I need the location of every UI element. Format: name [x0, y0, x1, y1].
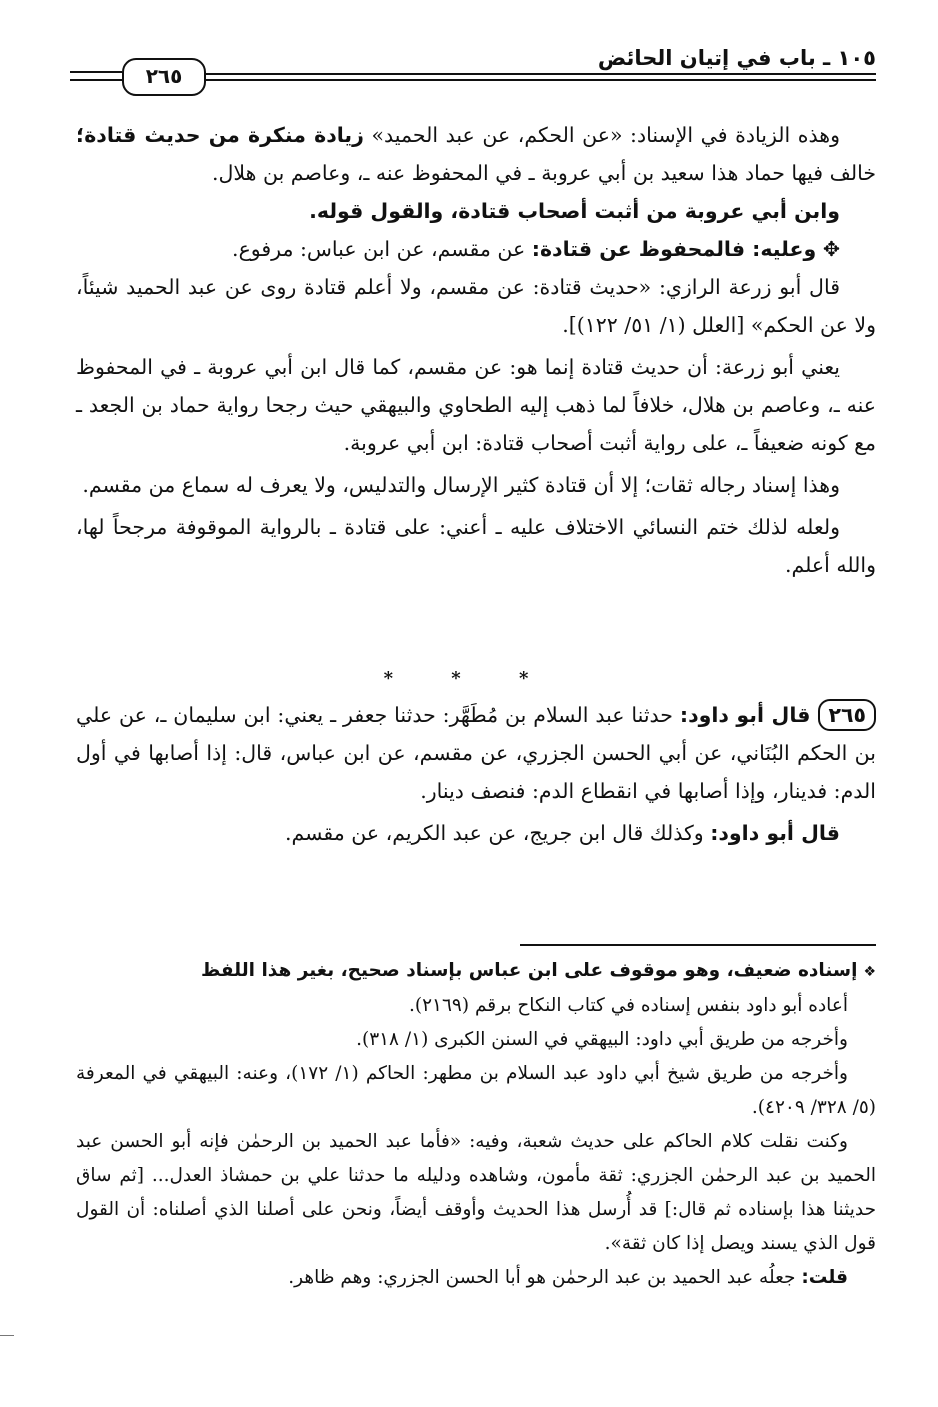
- paragraph: ولعله لذلك ختم النسائي الاختلاف عليه ـ أعني: على قتادة ـ بالرواية الموقوفة مرجحاً لها، والله أعلم.: [76, 515, 876, 577]
- main-text-upper: [76, 116, 876, 584]
- page-number: ٢٦٥: [122, 58, 206, 96]
- scan-edge-mark: [0, 1335, 14, 1336]
- paragraph: وهذا إسناد رجاله ثقات؛ إلا أن قتادة كثير الإرسال والتدليس، ولا يعرف له سماع من مقسم.: [82, 473, 840, 497]
- bold-text: قلت:: [801, 1267, 848, 1288]
- footnote-separator: [520, 944, 876, 946]
- ornament-icon: ✥: [822, 237, 840, 261]
- text-run: إسناده ضعيف، وهو موقوف على ابن عباس بإسناد صحيح، بغير هذا اللفظ: [201, 960, 858, 981]
- running-title: ١٠٥ ـ باب في إتيان الحائض: [597, 46, 876, 70]
- bold-text: قال أبو داود:: [679, 703, 811, 727]
- text-run: وهذه الزيادة في الإسناد: «عن الحكم، عن عبد الحميد»: [363, 123, 840, 147]
- header-ornament-line: [70, 71, 122, 73]
- page-header: [70, 40, 876, 100]
- paragraph: يعني أبو زرعة: أن حديث قتادة إنما هو: عن مقسم، كما قال ابن أبي عروبة ـ في المحفوظ عنه ـ، وعاصم بن هلال، خلافاً لما ذهب إليه الطحاوي والبيهقي حيث رجحا رواية حماد بن الجعد ـ مع كونه ضعيفاً ـ، على رواية أثبت أصحاب قتادة: ابن أبي عروبة.: [76, 355, 876, 455]
- text-run: عن مقسم، عن ابن عباس: مرفوع.: [232, 237, 532, 261]
- footnote-paragraph: وكنت نقلت كلام الحاكم على حديث شعبة، وفيه: «فأما عبد الحميد بن الرحمٰن فإنه أبو الحسن عبد الحميد بن عبد الرحمٰن الجزري: ثقة مأمون، وشاهده ودليله ما حدثنا علي بن حمشاذ العدل... [ثم ساق حديثنا هذا بإسناده ثم قال:] قد أُرسل هذا الحديث وأوقف أيضاً، ونحن على أصلنا الذي أصلناه: أن القول قول الذي يسند ويصل إذا كان ثقة».: [76, 1131, 876, 1254]
- hadith-paragraph: [76, 696, 876, 810]
- header-ornament-line: [70, 79, 122, 81]
- header-rule: [202, 73, 876, 75]
- footnote-paragraph: [76, 1261, 876, 1295]
- footnote-paragraph: وأخرجه من طريق شيخ أبي داود عبد السلام بن مطهر: الحاكم (١/ ١٧٢)، وعنه: البيهقي في المعرفة (٥/ ٣٢٨/ ٤٢٠٩).: [76, 1063, 876, 1118]
- text-run: وكذلك قال ابن جريج، عن عبد الكريم، عن مقسم.: [284, 821, 711, 845]
- bold-paragraph: وابن أبي عروبة من أثبت أصحاب قتادة، والقول قوله.: [309, 199, 840, 223]
- text-run: خالف فيها حماد هذا سعيد بن أبي عروبة ـ في المحفوظ عنه ـ، وعاصم بن هلال.: [212, 161, 876, 185]
- paragraph: قال أبو زرعة الرازي: «حديث قتادة: عن مقسم، ولا أعلم قتادة روى عن عبد الحميد شيئاً، ولا عن الحكم» [العلل (١/ ٥١/ ١٢٢)].: [76, 275, 876, 337]
- bold-text: وعليه: فالمحفوظ عن قتادة:: [531, 237, 817, 261]
- header-rule-double: [202, 79, 876, 81]
- section-separator-stars: * * *: [383, 668, 555, 689]
- paragraph: [76, 230, 876, 268]
- hadith-number-badge: ٢٦٥: [818, 699, 876, 731]
- footnote-paragraph: وأخرجه من طريق أبي داود: البيهقي في السنن الكبرى (١/ ٣١٨).: [356, 1029, 848, 1050]
- text-run: حدثنا عبد السلام بن مُطَهَّر: حدثنا جعفر ـ يعني: ابن سليمان ـ، عن علي بن الحكم البُنَاني، عن أبي الحسن الجزري، عن مقسم، عن ابن عباس، قال: إذا أصابها في أول الدم: فدينار، وإذا أصابها في انقطاع الدم: فنصف دينار.: [76, 703, 876, 803]
- hadith-paragraph: [76, 814, 876, 852]
- text-run: جعلُه عبد الحميد بن عبد الرحمٰن هو أبا الحسن الجزري: وهم ظاهر.: [288, 1267, 802, 1288]
- footnote-heading: [76, 954, 876, 989]
- ornament-icon: ❖: [863, 964, 876, 980]
- paragraph: [76, 116, 876, 192]
- bold-text: زيادة منكرة من حديث قتادة؛: [76, 123, 364, 147]
- hadith-text: [76, 696, 876, 852]
- footnote-paragraph: أعاده أبو داود بنفس إسناده في كتاب النكاح برقم (٢١٦٩).: [409, 995, 848, 1016]
- footnotes: [76, 954, 876, 1295]
- bold-text: قال أبو داود:: [710, 821, 840, 845]
